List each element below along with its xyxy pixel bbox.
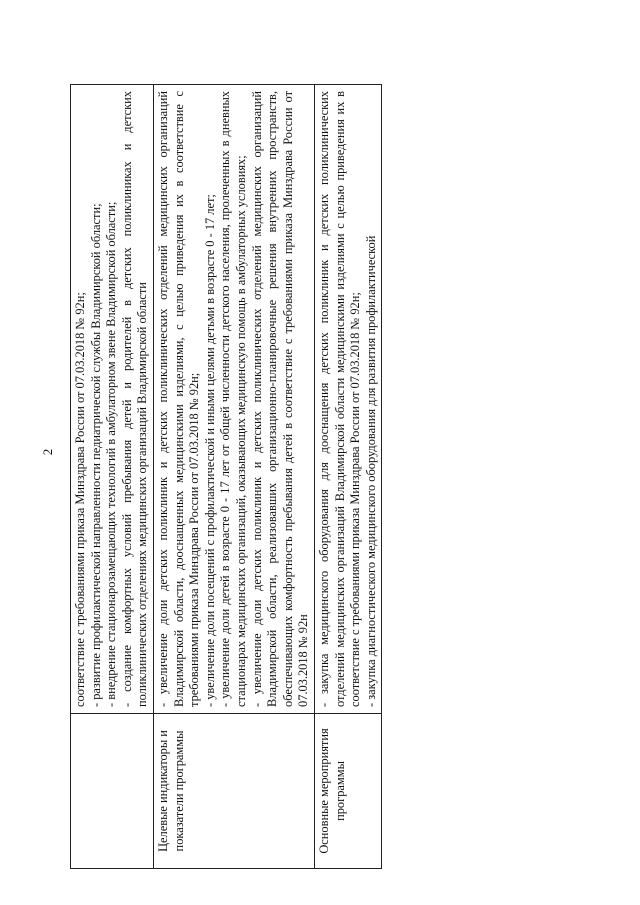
row-content [314,85,381,714]
content-line: - внедрение стационарозамещающих технологий в амбулаторном звене Владимирской области; [104,201,119,707]
content-line: - закупка медицинского оборудования для дооснащения детских поликлиник и детских поликлинических отделений медицинских организаций Владимирской области медицинскими изделиями с целью приведения их в соответствие с требованиями приказа Минздрава России от 07.03.2018 № 92н; [316,91,363,707]
table-row [314,85,381,869]
content-line: - развитие профилактической направленности педиатрической службы Владимирской области; [88,203,103,707]
content-line: - увеличение доли посещений с профилактической и иными целями детьми в возрасте 0 - 17 лет; [202,194,217,707]
row-label [71,714,154,869]
table-row [71,85,154,869]
content-line: - увеличение доли детей в возрасте 0 - 17 лет от общей численности детского населения, пролеченных в дневных стационарах медицинских организаций, оказывающих медицинскую помощь в амбулаторных условиях; [218,91,248,707]
row-label: Основные мероприятия программы [314,714,381,869]
row-content [153,85,314,714]
row-label: Целевые индикаторы и показатели программы [153,714,314,869]
table-row [153,85,314,869]
content-line: - закупка диагностического медицинского оборудования для развития профилактической [363,235,378,707]
content-line: - создание комфортных условий пребывания детей и родителей в детских поликлиниках и детских поликлинических отделениях медицинских организаций Владимирской области [119,91,150,707]
page-number: 2 [40,448,55,456]
row-content [71,85,154,714]
content-line: соответствие с требованиями приказа Минздрава России от 07.03.2018 № 92н; [73,292,87,707]
content-line: - увеличение доли детских поликлиник и детских поликлинических отделений медицинских организаций Владимирской области, реализовавших организационно-планировочные решения внутренних пространств, обеспечивающих комфортность пребывания детей в соответствие с требованиями приказа Минздрава России от 07.03.2018 № 92н [249,91,311,707]
program-passport-table [70,84,382,869]
content-line: - увеличение доли детских поликлиник и детских поликлинических отделений медицинских организаций Владимирской области, дооснащенных медицинскими изделиями, с целью приведения их в соответствие с требованиями приказа Минздрава России от 07.03.2018 № 92н; [155,91,202,707]
